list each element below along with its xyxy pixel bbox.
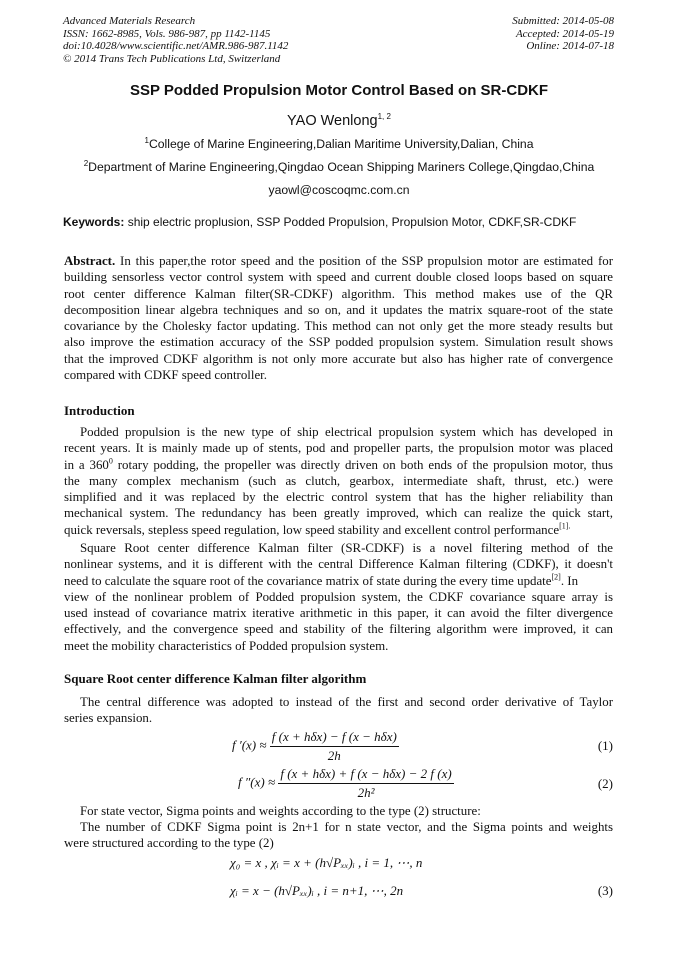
paragraph-line: Square Root center difference Kalman filter (SR-CDKF) is a novel filtering method of the: [80, 541, 613, 555]
section2-paragraph-3: [64, 819, 613, 852]
paragraph-line: meet the mobility characteristics of Podded propulsion system.: [64, 638, 389, 653]
abstract: [64, 253, 613, 383]
paragraph-line: the many complex mechanism (such as clutch, gearbox, intermediate shaft, thrust, etc.) were: [64, 473, 613, 488]
journal-header-left: [63, 15, 288, 65]
doi-line: doi:10.4028/www.scientific.net/AMR.986-987.1142: [63, 40, 289, 53]
equation-1-numerator: f (x + hδx) − f (x − hδx): [270, 729, 399, 747]
equation-2-lhs: f ″(x) ≈: [238, 774, 276, 790]
issn-line: ISSN: 1662-8985, Vols. 986-987, pp 1142-1145: [63, 27, 271, 40]
section-heading-introduction: Introduction: [64, 403, 135, 418]
paragraph-line: Podded propulsion is the new type of ship electrical propulsion system which has developed in: [80, 425, 613, 439]
degree-sup: 0: [108, 456, 113, 466]
abstract-line: Abstract. In this paper,the rotor speed and the position of the SSP propulsion motor are estimated for: [64, 254, 613, 268]
paragraph-line: effectively, and the convergence speed and stability of the filtering algorithm were improved, it can: [64, 622, 613, 637]
abstract-line: root center difference Kalman filter(SR-CDKF) algorithm. This method makes use of the QR: [64, 286, 613, 301]
submitted-date: Submitted: 2014-05-08: [512, 15, 614, 27]
equation-3a: χ₀ = x , χᵢ = x + (h√Pₓₓ)ᵢ , i = 1, ⋯, n: [230, 855, 423, 870]
citation-ref: [2]: [551, 572, 561, 582]
equation-2-number: (2): [597, 776, 613, 791]
equation-2: [238, 766, 454, 801]
abstract-line: building sensorless vector control system with speed and current double closed loops based on square: [64, 270, 613, 285]
abstract-line: also improve the estimation accuracy of the SSP podded propulsion system. Simulation result shows: [64, 335, 613, 350]
paragraph-line: For state vector, Sigma points and weights according to the type (2) structure:: [80, 804, 481, 818]
abstract-line: covariance by the Cholesky factor updating. This method can not only get the more steady results but: [64, 319, 613, 334]
equation-2-denominator: 2h²: [357, 785, 375, 800]
online-date: Online: 2014-07-18: [526, 40, 614, 53]
equation-1-fraction: [270, 729, 399, 764]
keywords-label: Keywords:: [63, 215, 125, 229]
paragraph-line: mechanical system. The redundancy has been greatly improved, which can realize the quick start,: [64, 506, 613, 521]
abstract-label: Abstract.: [64, 254, 116, 268]
section-heading-srcdkf: Square Root center difference Kalman filter algorithm: [64, 671, 367, 686]
paragraph-line: The number of CDKF Sigma point is 2n+1 for n state vector, and the Sigma points and weights: [80, 820, 613, 834]
introduction-paragraph-1: [64, 424, 613, 538]
introduction-paragraph-2: [64, 540, 613, 654]
paper-title: SSP Podded Propulsion Motor Control Based on SR-CDKF: [129, 82, 549, 99]
equation-1-number: (1): [597, 738, 613, 753]
equation-3-number: (3): [597, 883, 613, 898]
keywords-text: ship electric proplusion, SSP Podded Propulsion, Propulsion Motor, CDKF,SR-CDKF: [124, 215, 577, 229]
citation-ref: [1].: [559, 521, 571, 531]
author-line: [0, 113, 678, 129]
author-affil-sup: 1, 2: [377, 112, 391, 122]
abstract-line: compared with CDKF speed controller.: [64, 368, 267, 383]
author-name: YAO Wenlong: [287, 113, 378, 129]
equation-2-numerator: f (x + hδx) + f (x − hδx) − 2 f (x): [278, 766, 453, 784]
journal-name: Advanced Materials Research: [63, 15, 196, 27]
paragraph-line: in a $360^0$ rotary podding, the propeller was directly driven on both ends of the propulsion motor, thus: [64, 456, 613, 472]
paragraph-line: series expansion.: [64, 711, 153, 726]
paragraph-line: nonlinear systems, and it is different with the central Difference Kalman filtering (CDKF), it doesn't: [64, 557, 613, 572]
equation-1: [232, 729, 399, 764]
section2-paragraph-1: [64, 694, 613, 727]
author-email: yaowl@coscoqmc.com.cn: [268, 183, 410, 197]
affiliation-2-text: Department of Marine Engineering,Qingdao Ocean Shipping Mariners College,Qingdao,China: [88, 160, 595, 174]
paragraph-line: The central difference was adopted to instead of the first and second order derivative of Taylor: [80, 695, 613, 709]
affiliation-2: [0, 160, 678, 174]
copyright-line: © 2014 Trans Tech Publications Ltd, Switzerland: [63, 52, 281, 65]
affiliation-2-sup: 2: [83, 158, 89, 168]
affiliation-1: [0, 137, 678, 151]
paragraph-line: view of the nonlinear problem of Podded propulsion system, the CDKF covariance square array is: [64, 589, 613, 604]
journal-header-right: [512, 15, 614, 53]
accepted-date: Accepted: 2014-05-19: [515, 27, 614, 40]
paragraph-line: quick reversals, stepless speed regulation, low speed stability and excellent control performance$^{[1].}$: [64, 521, 571, 537]
affiliation-1-sup: 1: [144, 135, 149, 145]
equation-1-denominator: 2h: [327, 748, 341, 763]
paragraph-line: used instead of covariance matrix iterative arithmetic in this paper, it can avoid the filter divergence: [64, 606, 613, 621]
paragraph-line: need to calculate the square root of the covariance matrix of state during the every time update[2]. In: [64, 572, 579, 588]
abstract-line: decomposition linear algebra techniques and so on, and it updates the matrix square-root of the state: [64, 302, 613, 317]
equation-1-lhs: f ′(x) ≈: [232, 737, 267, 753]
abstract-line: that the improved CDKF algorithm is not only more accurate but also has higher rate of convergence: [64, 351, 613, 366]
paragraph-line: simplified and it was replaced by the electric control system that has the higher reliability than: [64, 490, 613, 505]
paragraph-line: were structured according to the type (2): [64, 836, 274, 851]
paragraph-line: recent years. It is mainly made up of stents, pod and propeller parts, the propulsion motor was placed: [64, 441, 613, 456]
keywords: [63, 215, 623, 229]
equation-2-fraction: [278, 766, 453, 801]
affiliation-1-text: College of Marine Engineering,Dalian Maritime University,Dalian, China: [148, 137, 534, 151]
equation-3b: χᵢ = x − (h√Pₓₓ)ᵢ , i = n+1, ⋯, 2n: [230, 883, 404, 898]
section2-paragraph-2: [64, 803, 613, 819]
